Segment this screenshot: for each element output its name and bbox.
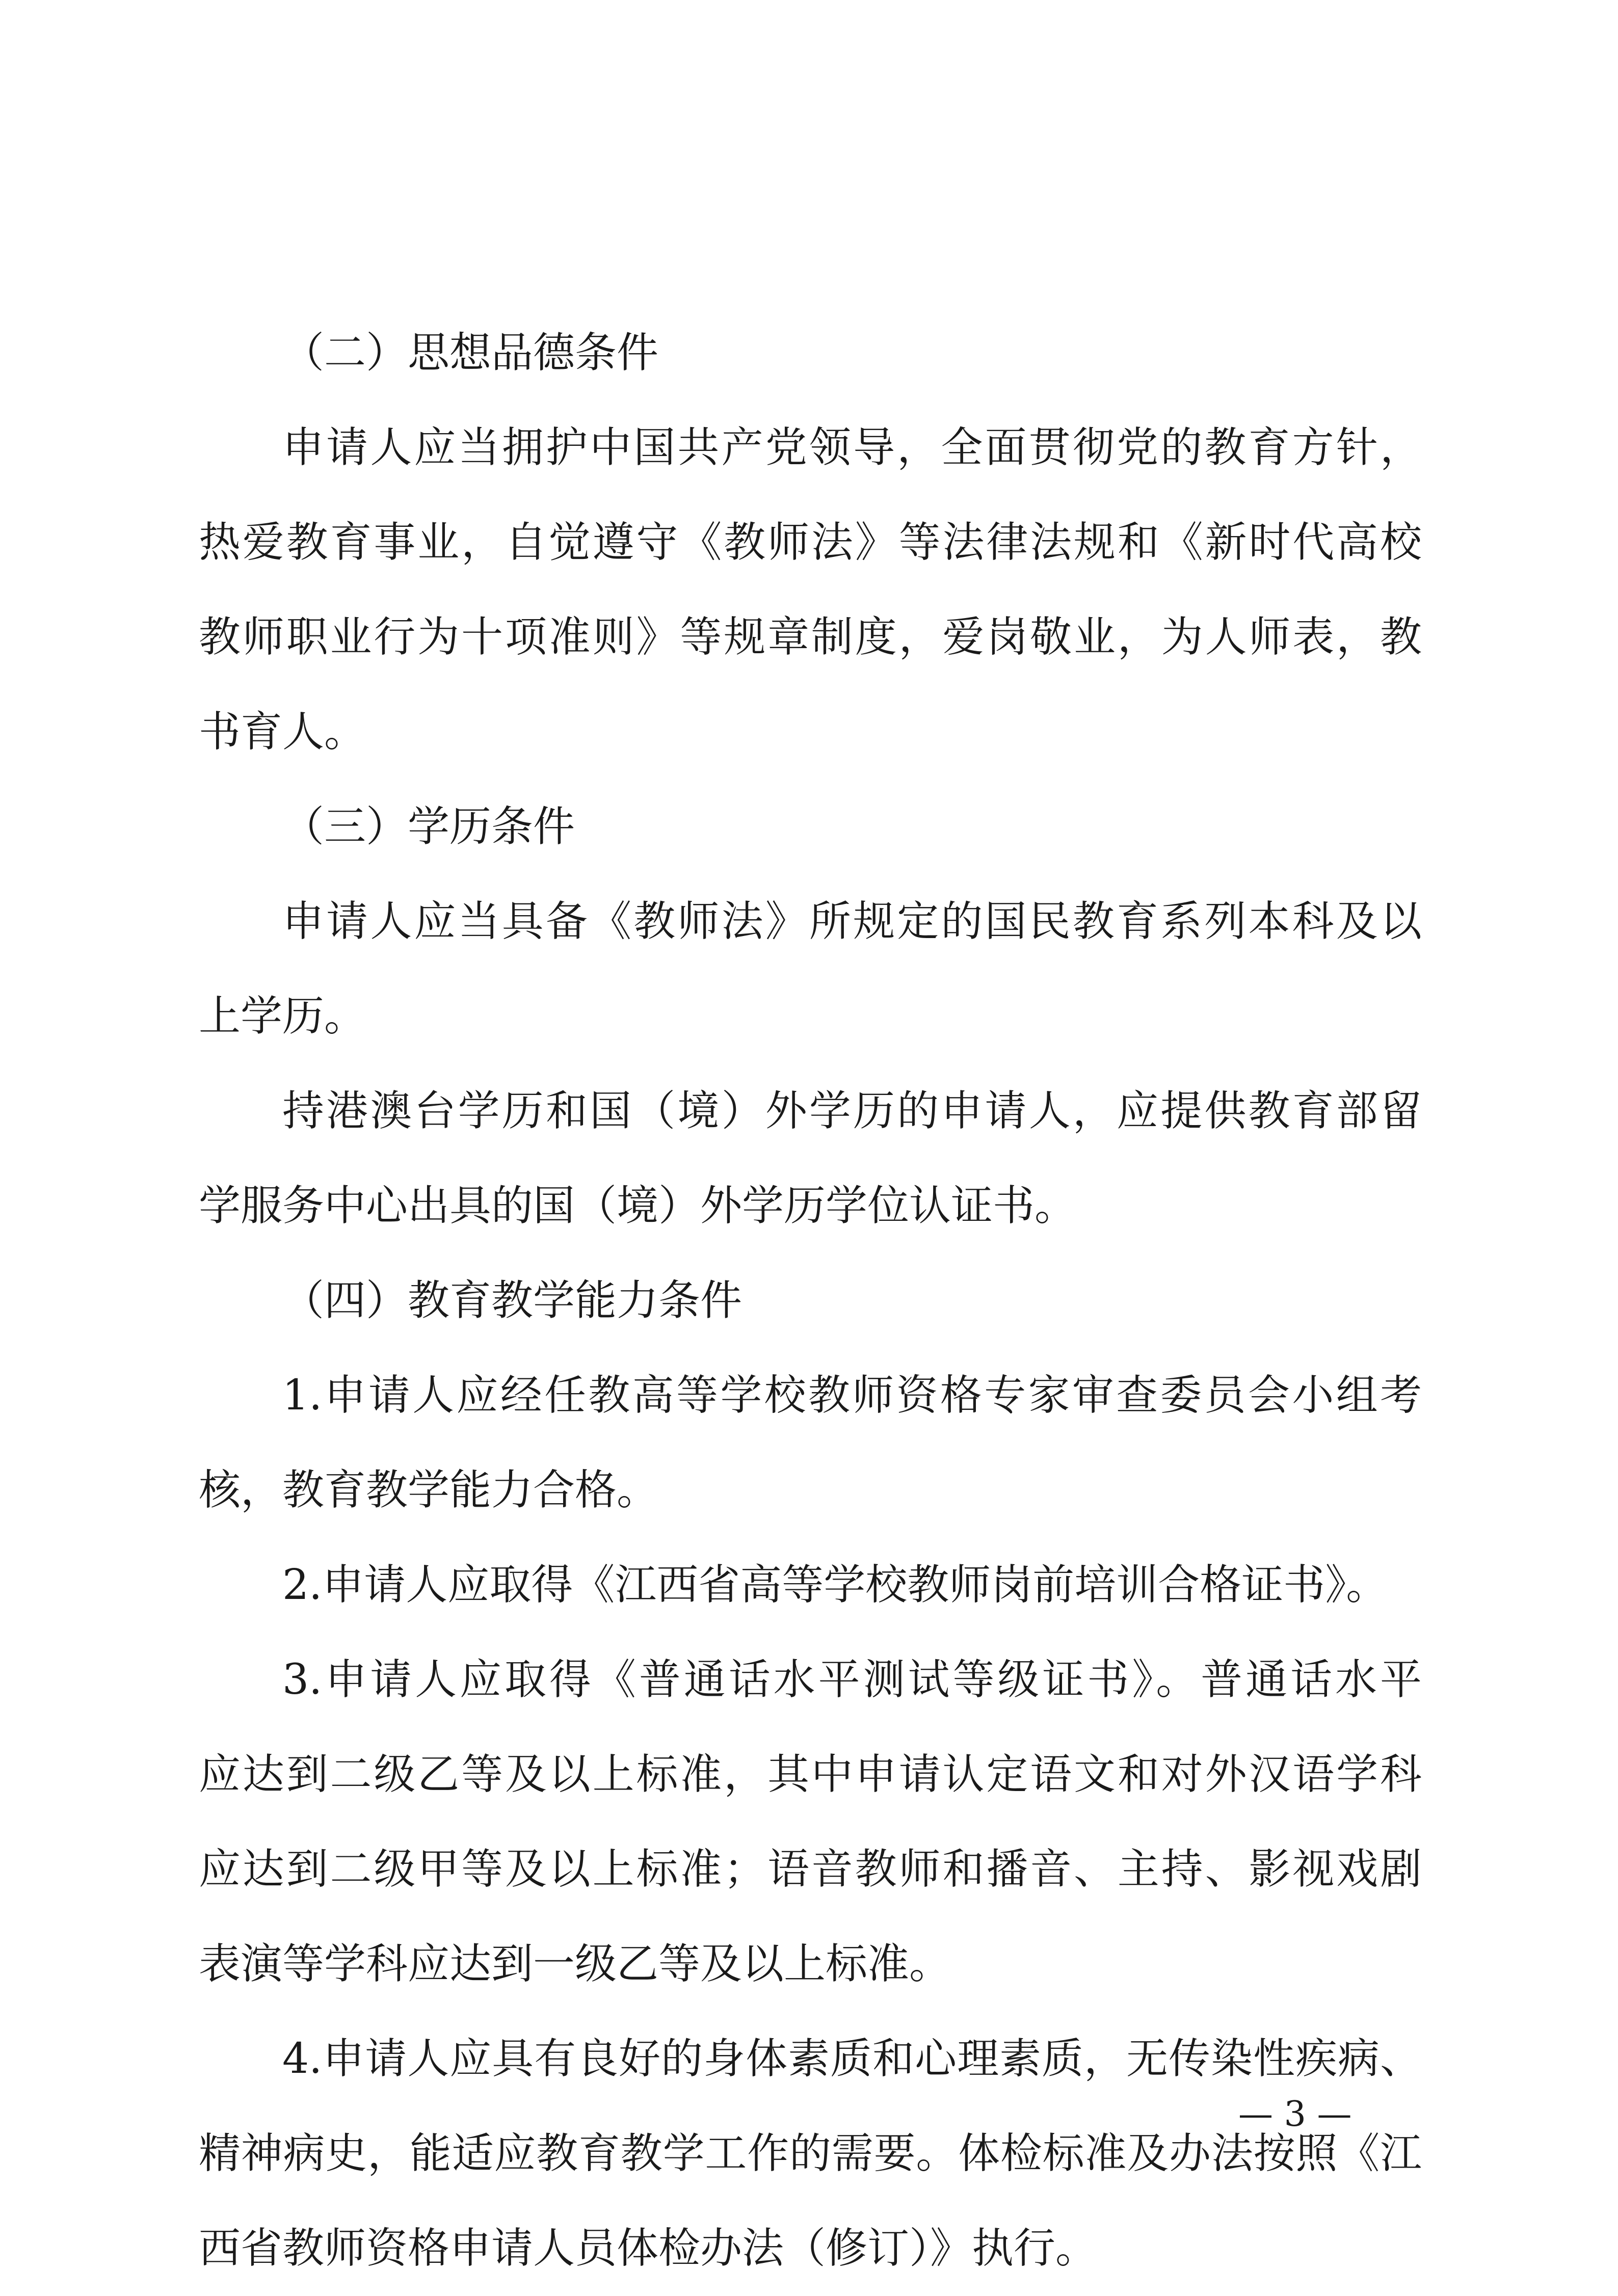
paragraph bbox=[199, 2012, 1422, 2296]
text-line: 学服务中心出具的国（境）外学历学位认证书。 bbox=[199, 1182, 1077, 1230]
paragraph bbox=[199, 1064, 1422, 1253]
text-line: 应达到二级甲等及以上标准；语音教师和播音、主持、影视戏剧 bbox=[199, 1845, 1422, 1893]
paragraph bbox=[199, 1348, 1422, 1538]
text-line: 表演等学科应达到一级乙等及以上标准。 bbox=[199, 1940, 951, 1988]
section-heading: （四）教育教学能力条件 bbox=[282, 1276, 742, 1325]
text-line: 2.申请人应取得《江西省高等学校教师岗前培训合格证书》。 bbox=[282, 1561, 1388, 1609]
text-line: 持港澳台学历和国（境）外学历的申请人，应提供教育部留 bbox=[282, 1087, 1422, 1135]
text-line: 西省教师资格申请人员体检办法（修订）》执行。 bbox=[199, 2224, 1098, 2273]
paragraph bbox=[199, 1633, 1422, 2012]
text-line: 申请人应当具备《教师法》所规定的国民教育系列本科及以 bbox=[282, 897, 1422, 946]
text-line: 书育人。 bbox=[199, 708, 366, 756]
text-line: 申请人应当拥护中国共产党领导，全面贯彻党的教育方针， bbox=[282, 423, 1422, 472]
text-line: 热爱教育事业，自觉遵守《教师法》等法律法规和《新时代高校 bbox=[199, 518, 1422, 567]
text-line: 4.申请人应具有良好的身体素质和心理素质，无传染性疾病、 bbox=[282, 2035, 1422, 2083]
text-line: 应达到二级乙等及以上标准，其中申请认定语文和对外汉语学科 bbox=[199, 1750, 1422, 1799]
text-line: 核，教育教学能力合格。 bbox=[199, 1466, 659, 1514]
text-line: 上学历。 bbox=[199, 992, 366, 1040]
page-number: — 3 — bbox=[1238, 2094, 1352, 2134]
paragraph bbox=[199, 1538, 1422, 1633]
document-body bbox=[199, 306, 1422, 2296]
text-line: 1.申请人应经任教高等学校教师资格专家审查委员会小组考 bbox=[282, 1371, 1422, 1420]
paragraph bbox=[199, 401, 1422, 780]
section-heading: （三）学历条件 bbox=[282, 803, 575, 851]
paragraph bbox=[199, 874, 1422, 1064]
text-line: 教师职业行为十项准则》等规章制度，爱岗敬业，为人师表，教 bbox=[199, 613, 1422, 661]
section-heading: （二）思想品德条件 bbox=[282, 329, 659, 377]
text-line: 3.申请人应取得《普通话水平测试等级证书》。普通话水平 bbox=[282, 1656, 1422, 1704]
text-line: 精神病史，能适应教育教学工作的需要。体检标准及办法按照《江 bbox=[199, 2129, 1422, 2178]
